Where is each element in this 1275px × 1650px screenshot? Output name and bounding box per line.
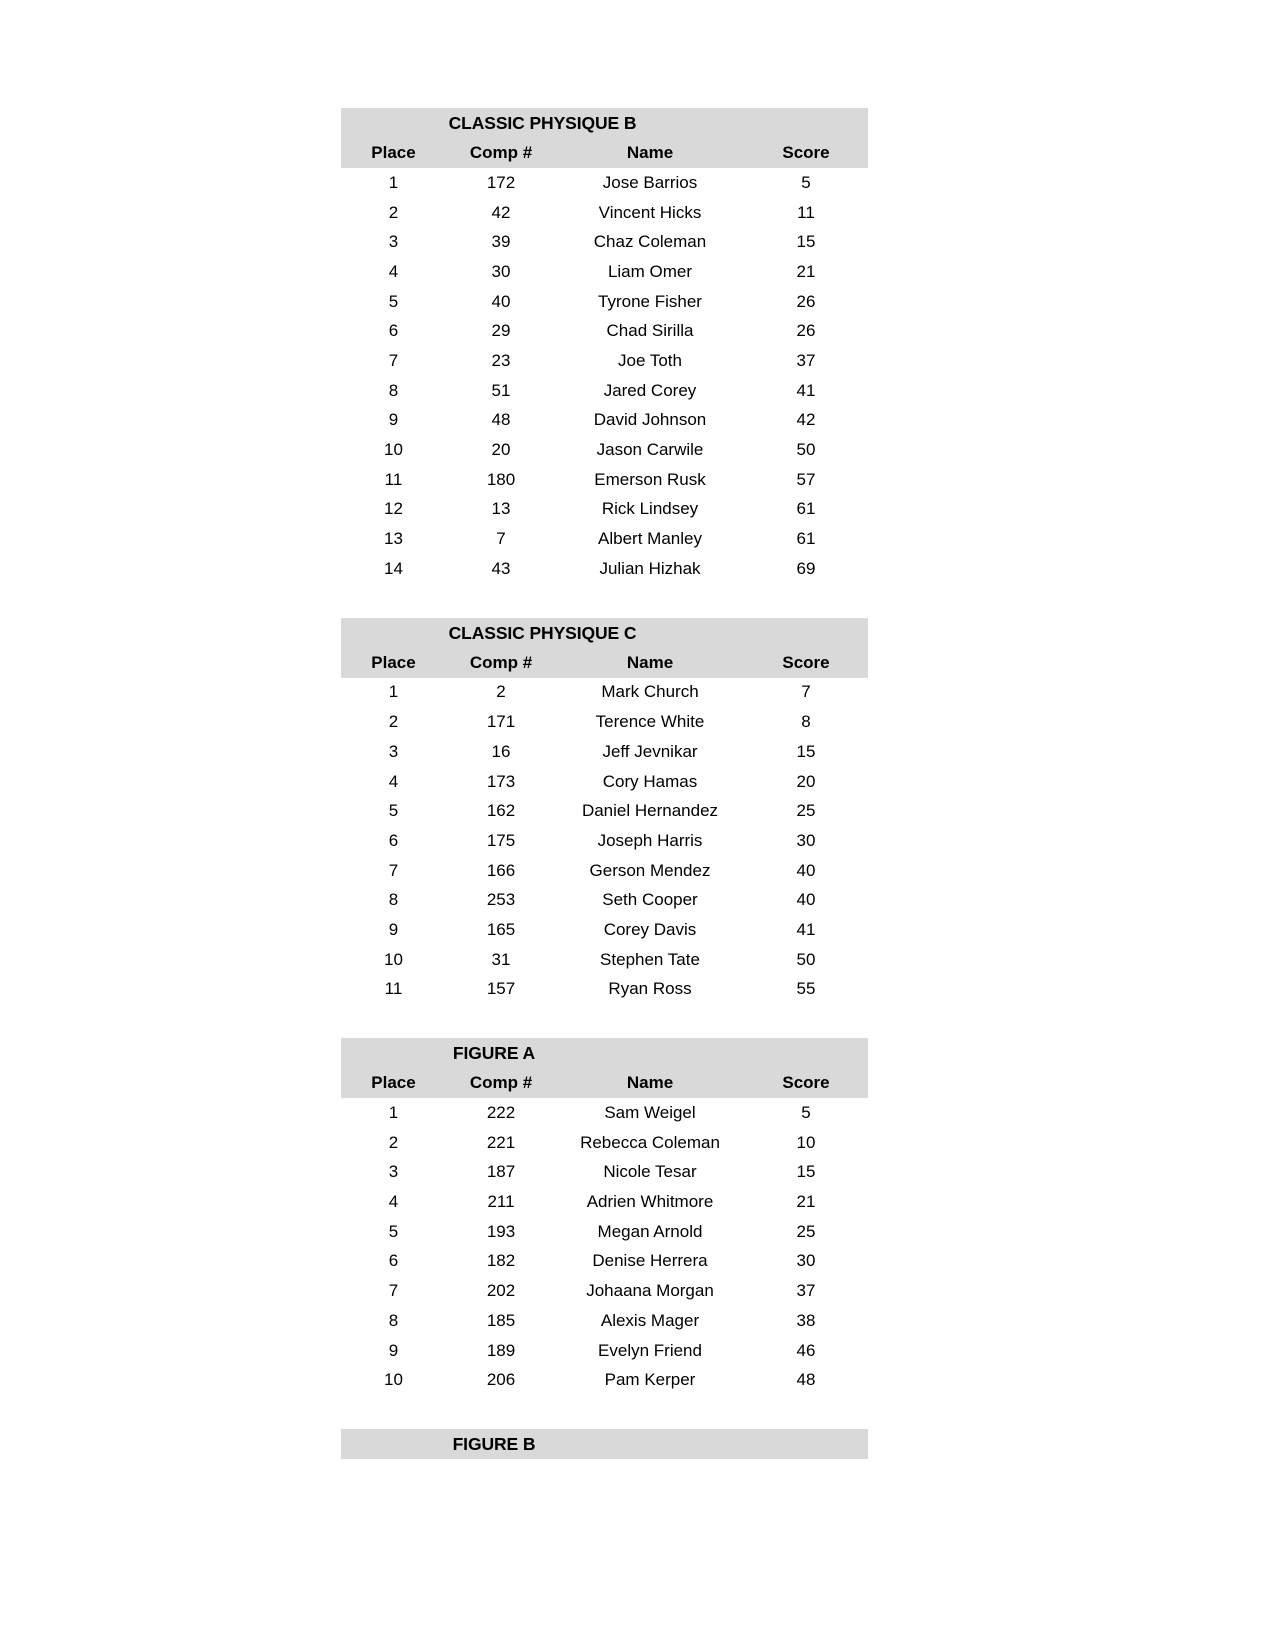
cell-place: 2 — [388, 202, 399, 222]
cell-place: 4 — [388, 1192, 399, 1212]
cell-score: 21 — [796, 261, 816, 281]
cell-score: 15 — [796, 1162, 816, 1182]
cell-place: 7 — [388, 1281, 399, 1301]
cell-name: Jeff Jevnikar — [602, 741, 698, 761]
cell-place: 12 — [384, 499, 403, 519]
cell-score: 42 — [796, 410, 816, 430]
cell-place: 5 — [388, 801, 399, 821]
cell-place: 14 — [384, 558, 403, 578]
column-header-place: Place — [371, 652, 416, 672]
column-header-name: Name — [626, 652, 674, 672]
cell-name: Rebecca Coleman — [580, 1132, 720, 1152]
column-header-score: Score — [782, 143, 830, 162]
cell-name: Liam Omer — [607, 261, 693, 281]
column-header-score: Score — [782, 1073, 830, 1093]
cell-score: 38 — [796, 1310, 816, 1330]
results-sheet — [341, 108, 868, 1459]
cell-score: 37 — [796, 350, 816, 370]
cell-name: Gerson Mendez — [589, 860, 711, 880]
cell-comp: 162 — [486, 801, 516, 821]
cell-score: 50 — [796, 949, 816, 969]
cell-score: 61 — [796, 499, 816, 519]
results-section — [341, 618, 868, 1005]
table-row — [341, 465, 868, 495]
cell-score: 25 — [796, 1221, 816, 1241]
section-title-text: CLASSIC PHYSIQUE B — [448, 113, 637, 133]
cell-place: 6 — [388, 830, 399, 850]
table-row — [341, 287, 868, 317]
cell-comp: 165 — [486, 919, 516, 939]
cell-score: 20 — [796, 771, 816, 791]
cell-score: 61 — [796, 529, 816, 549]
cell-place: 10 — [384, 1370, 403, 1390]
cell-name: Megan Arnold — [597, 1221, 703, 1241]
cell-place: 9 — [388, 919, 399, 939]
cell-name: Alexis Mager — [600, 1310, 700, 1330]
cell-name: Daniel Hernandez — [581, 801, 719, 821]
cell-name: Evelyn Friend — [598, 1340, 702, 1360]
cell-name: Seth Cooper — [602, 890, 698, 910]
table-row — [341, 376, 868, 406]
column-header-name: Name — [626, 143, 674, 162]
cell-place: 8 — [388, 380, 399, 400]
cell-place: 8 — [388, 890, 399, 910]
cell-name: Jose Barrios — [602, 172, 698, 192]
column-header-comp: Comp # — [469, 143, 533, 162]
table-row — [341, 406, 868, 436]
cell-score: 21 — [796, 1192, 816, 1212]
section-header-band — [341, 618, 868, 678]
cell-place: 7 — [388, 860, 399, 880]
cell-score: 8 — [801, 712, 811, 732]
cell-name: Terence White — [595, 712, 705, 732]
cell-score: 48 — [796, 1370, 816, 1390]
cell-name: Joseph Harris — [597, 830, 703, 850]
column-header-comp: Comp # — [469, 652, 533, 672]
table-row — [341, 1365, 868, 1395]
section-spacer — [341, 1395, 868, 1429]
table-row — [341, 346, 868, 376]
cell-comp: 180 — [486, 469, 516, 489]
cell-comp: 221 — [486, 1132, 516, 1152]
cell-comp: 30 — [491, 261, 511, 281]
cell-place: 2 — [388, 712, 399, 732]
cell-score: 41 — [796, 380, 816, 400]
column-header-place: Place — [371, 143, 416, 162]
cell-comp: 175 — [486, 830, 516, 850]
cell-name: Rick Lindsey — [601, 499, 699, 519]
cell-place: 1 — [388, 172, 399, 192]
cell-place: 5 — [388, 291, 399, 311]
cell-score: 55 — [796, 979, 816, 999]
table-row — [341, 707, 868, 737]
cell-name: Vincent Hicks — [598, 202, 702, 222]
section-title — [341, 1429, 868, 1459]
table-row — [341, 796, 868, 826]
cell-place: 10 — [384, 440, 403, 460]
section-header-band — [341, 108, 868, 168]
cell-comp: 29 — [491, 321, 511, 341]
cell-score: 41 — [796, 919, 816, 939]
cell-comp: 222 — [486, 1103, 516, 1123]
cell-name: Julian Hizhak — [599, 558, 701, 578]
cell-place: 10 — [384, 949, 403, 969]
table-row — [341, 316, 868, 346]
cell-name: Stephen Tate — [600, 949, 700, 969]
cell-place: 4 — [388, 261, 399, 281]
table-row — [341, 1306, 868, 1336]
section-header-band — [341, 1429, 868, 1459]
cell-score: 5 — [801, 172, 811, 192]
cell-place: 1 — [388, 682, 399, 702]
cell-place: 3 — [388, 232, 399, 252]
section-title — [341, 1038, 868, 1068]
table-row — [341, 856, 868, 886]
section-title-text: CLASSIC PHYSIQUE C — [448, 622, 637, 643]
cell-comp: 157 — [486, 979, 516, 999]
cell-place: 9 — [388, 410, 399, 430]
cell-name: Albert Manley — [598, 529, 702, 549]
cell-comp: 206 — [486, 1370, 516, 1390]
cell-comp: 39 — [491, 232, 511, 252]
cell-name: Jason Carwile — [596, 440, 704, 460]
results-section — [341, 1038, 868, 1395]
cell-name: David Johnson — [593, 410, 707, 430]
cell-place: 2 — [388, 1132, 399, 1152]
cell-comp: 171 — [486, 712, 516, 732]
results-section — [341, 108, 868, 584]
cell-comp: 13 — [491, 499, 511, 519]
cell-place: 8 — [388, 1310, 399, 1330]
table-row — [341, 975, 868, 1005]
table-row — [341, 198, 868, 228]
cell-comp: 51 — [491, 380, 511, 400]
cell-score: 57 — [796, 469, 816, 489]
cell-comp: 182 — [486, 1251, 516, 1271]
table-row — [341, 168, 868, 198]
section-title — [341, 618, 868, 648]
cell-score: 7 — [801, 682, 811, 702]
table-row — [341, 678, 868, 708]
cell-name: Mark Church — [601, 682, 699, 702]
cell-place: 9 — [388, 1340, 399, 1360]
column-header-row — [341, 1068, 868, 1098]
cell-comp: 16 — [491, 741, 511, 761]
cell-comp: 253 — [486, 890, 516, 910]
cell-comp: 23 — [491, 350, 511, 370]
section-title — [341, 108, 868, 138]
table-row — [341, 1247, 868, 1277]
cell-name: Pam Kerper — [604, 1370, 696, 1390]
cell-score: 15 — [796, 741, 816, 761]
cell-place: 1 — [388, 1103, 399, 1123]
cell-comp: 172 — [486, 172, 516, 192]
column-header-comp: Comp # — [469, 1073, 533, 1093]
table-row — [341, 945, 868, 975]
cell-score: 26 — [796, 291, 816, 311]
cell-score: 30 — [796, 1251, 816, 1271]
section-spacer — [341, 584, 868, 618]
cell-name: Sam Weigel — [604, 1103, 696, 1123]
cell-name: Ryan Ross — [608, 979, 692, 999]
section-spacer — [341, 1004, 868, 1038]
cell-score: 40 — [796, 860, 816, 880]
cell-comp: 211 — [487, 1192, 515, 1212]
cell-name: Chaz Coleman — [593, 232, 707, 252]
cell-score: 11 — [797, 202, 815, 222]
cell-comp: 166 — [486, 860, 516, 880]
cell-place: 13 — [384, 529, 403, 549]
cell-name: Chad Sirilla — [606, 321, 694, 341]
cell-score: 50 — [796, 440, 816, 460]
table-row — [341, 1336, 868, 1366]
table-row — [341, 524, 868, 554]
table-row — [341, 1158, 868, 1188]
section-title-text: FIGURE A — [452, 1043, 536, 1064]
cell-comp: 7 — [496, 529, 506, 549]
cell-score: 30 — [796, 830, 816, 850]
cell-name: Jared Corey — [603, 380, 697, 400]
table-row — [341, 435, 868, 465]
table-row — [341, 1217, 868, 1247]
cell-score: 26 — [796, 321, 816, 341]
cell-place: 6 — [388, 1251, 399, 1271]
cell-comp: 40 — [491, 291, 511, 311]
cell-place: 3 — [388, 1162, 399, 1182]
table-row — [341, 737, 868, 767]
cell-place: 4 — [388, 771, 399, 791]
cell-comp: 189 — [486, 1340, 516, 1360]
table-row — [341, 227, 868, 257]
cell-comp: 20 — [491, 440, 511, 460]
column-header-row — [341, 648, 868, 678]
cell-score: 5 — [801, 1103, 811, 1123]
cell-score: 15 — [796, 232, 816, 252]
cell-comp: 202 — [486, 1281, 516, 1301]
cell-name: Adrien Whitmore — [586, 1192, 714, 1212]
cell-place: 11 — [384, 979, 403, 999]
table-row — [341, 915, 868, 945]
cell-name: Tyrone Fisher — [598, 291, 702, 311]
table-row — [341, 1128, 868, 1158]
column-header-score: Score — [782, 652, 830, 672]
cell-comp: 187 — [486, 1162, 516, 1182]
cell-name: Joe Toth — [618, 350, 682, 370]
cell-name: Johaana Morgan — [586, 1281, 714, 1301]
section-title-text: FIGURE B — [452, 1434, 536, 1455]
cell-name: Emerson Rusk — [594, 469, 706, 489]
cell-comp: 42 — [491, 202, 511, 222]
cell-score: 37 — [796, 1281, 816, 1301]
table-row — [341, 1187, 868, 1217]
cell-name: Nicole Tesar — [603, 1162, 697, 1182]
table-row — [341, 1098, 868, 1128]
table-row — [341, 826, 868, 856]
cell-comp: 2 — [496, 682, 506, 702]
results-section — [341, 1429, 868, 1459]
cell-place: 11 — [384, 469, 403, 489]
table-row — [341, 495, 868, 525]
column-header-place: Place — [371, 1073, 416, 1093]
section-header-band — [341, 1038, 868, 1098]
cell-place: 7 — [388, 350, 399, 370]
cell-place: 3 — [388, 741, 399, 761]
cell-score: 69 — [796, 558, 816, 578]
cell-score: 46 — [796, 1340, 816, 1360]
cell-comp: 193 — [486, 1221, 516, 1241]
table-row — [341, 554, 868, 584]
table-row — [341, 767, 868, 797]
column-header-name: Name — [626, 1073, 674, 1093]
cell-score: 40 — [796, 890, 816, 910]
cell-comp: 43 — [491, 558, 511, 578]
cell-name: Denise Herrera — [592, 1251, 708, 1271]
cell-comp: 185 — [486, 1310, 516, 1330]
column-header-row — [341, 138, 868, 168]
cell-score: 25 — [796, 801, 816, 821]
cell-name: Cory Hamas — [602, 771, 698, 791]
table-row — [341, 257, 868, 287]
cell-comp: 48 — [491, 410, 511, 430]
cell-place: 6 — [388, 321, 399, 341]
cell-comp: 31 — [491, 949, 511, 969]
cell-place: 5 — [388, 1221, 399, 1241]
cell-name: Corey Davis — [603, 919, 697, 939]
cell-score: 10 — [796, 1132, 816, 1152]
table-row — [341, 1276, 868, 1306]
table-row — [341, 885, 868, 915]
cell-comp: 173 — [486, 771, 516, 791]
